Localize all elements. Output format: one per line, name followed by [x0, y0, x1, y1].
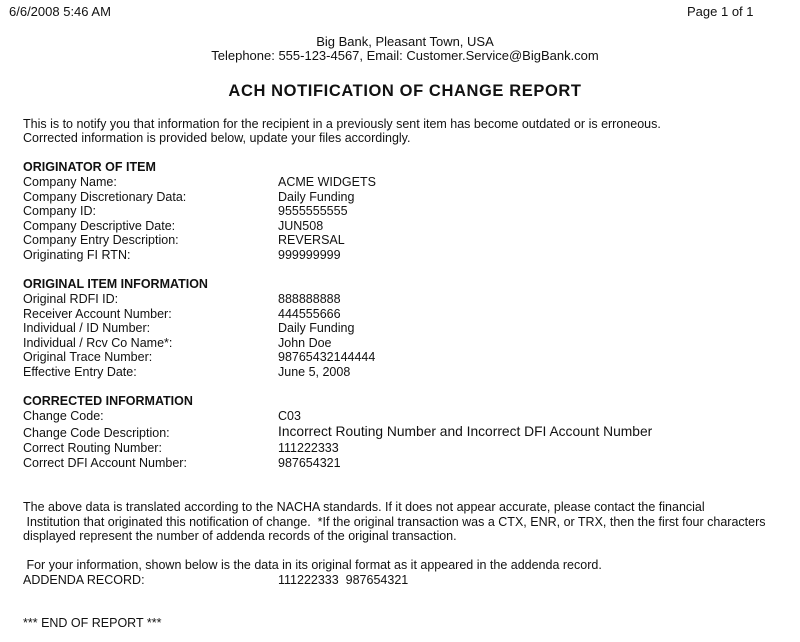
originator-label: Company Entry Description: — [23, 233, 179, 247]
original-item-label: Effective Entry Date: — [23, 364, 137, 379]
report-datetime: 6/6/2008 5:46 AM — [9, 4, 111, 19]
original-item-value: June 5, 2008 — [278, 364, 351, 379]
original-item-value: 888888888 — [278, 292, 341, 306]
originator-label: Company Name: — [23, 175, 117, 189]
originator-label: Originating FI RTN: — [23, 247, 131, 262]
originator-value: 9555555555 — [278, 204, 348, 218]
intro-line-2: Corrected information is provided below, update your files accordingly. — [23, 131, 411, 145]
bank-contact-line: Telephone: 555-123-4567, Email: Customer.Service@BigBank.com — [211, 48, 599, 63]
original-item-value: 98765432144444 — [278, 350, 376, 364]
nacha-note-line-1: The above data is translated according to the NACHA standards. If it does not appear accurate, please contact the financial — [23, 500, 705, 514]
report-title: ACH NOTIFICATION OF CHANGE REPORT — [228, 82, 582, 100]
originator-label: Company Descriptive Date: — [23, 218, 176, 233]
original-item-heading: ORIGINAL ITEM INFORMATION — [23, 277, 208, 291]
corrected-value: C03 — [278, 409, 301, 423]
nacha-note-line-2: Institution that originated this notification of change. *If the original transaction was a CTX, ENR, or TRX, then the first four characters — [23, 514, 766, 529]
original-item-value: John Doe — [278, 335, 332, 350]
addenda-label: ADDENDA RECORD: — [23, 572, 145, 587]
corrected-heading: CORRECTED INFORMATION — [23, 394, 193, 408]
corrected-value: 111222333 — [278, 441, 339, 455]
corrected-label: Correct Routing Number: — [23, 441, 162, 455]
original-item-value: 444555666 — [278, 306, 341, 321]
intro-line-1: This is to notify you that information for the recipient in a previously sent item has become outdated or is erroneous. — [23, 117, 661, 131]
original-item-value: Daily Funding — [278, 321, 355, 335]
originator-value: ACME WIDGETS — [278, 175, 376, 189]
nacha-note-line-3: displayed represent the number of addenda records of the original transaction. — [23, 529, 457, 543]
original-item-label: Individual / ID Number: — [23, 321, 151, 335]
corrected-label: Change Code: — [23, 409, 104, 423]
original-item-label: Original Trace Number: — [23, 350, 153, 364]
originator-value: Daily Funding — [278, 189, 355, 204]
corrected-label: Correct DFI Account Number: — [23, 455, 187, 470]
addenda-intro: For your information, shown below is the data in its original format as it appeared in the addenda record. — [23, 558, 602, 572]
originator-heading: ORIGINATOR OF ITEM — [23, 160, 156, 174]
page-number: Page 1 of 1 — [687, 4, 754, 19]
originator-value: JUN508 — [278, 218, 324, 233]
original-item-label: Receiver Account Number: — [23, 306, 172, 321]
originator-label: Company ID: — [23, 204, 96, 218]
originator-value: 999999999 — [278, 247, 341, 262]
originator-value: REVERSAL — [278, 233, 345, 247]
original-item-label: Individual / Rcv Co Name*: — [23, 335, 173, 350]
change-code-description: Incorrect Routing Number and Incorrect DFI Account Number — [278, 424, 653, 439]
addenda-value: 111222333 987654321 — [278, 572, 409, 587]
corrected-label: Change Code Description: — [23, 426, 170, 440]
corrected-value: 987654321 — [278, 455, 341, 470]
bank-name-line: Big Bank, Pleasant Town, USA — [316, 34, 494, 49]
originator-label: Company Discretionary Data: — [23, 189, 187, 204]
original-item-label: Original RDFI ID: — [23, 292, 119, 306]
end-of-report: *** END OF REPORT *** — [23, 616, 162, 630]
